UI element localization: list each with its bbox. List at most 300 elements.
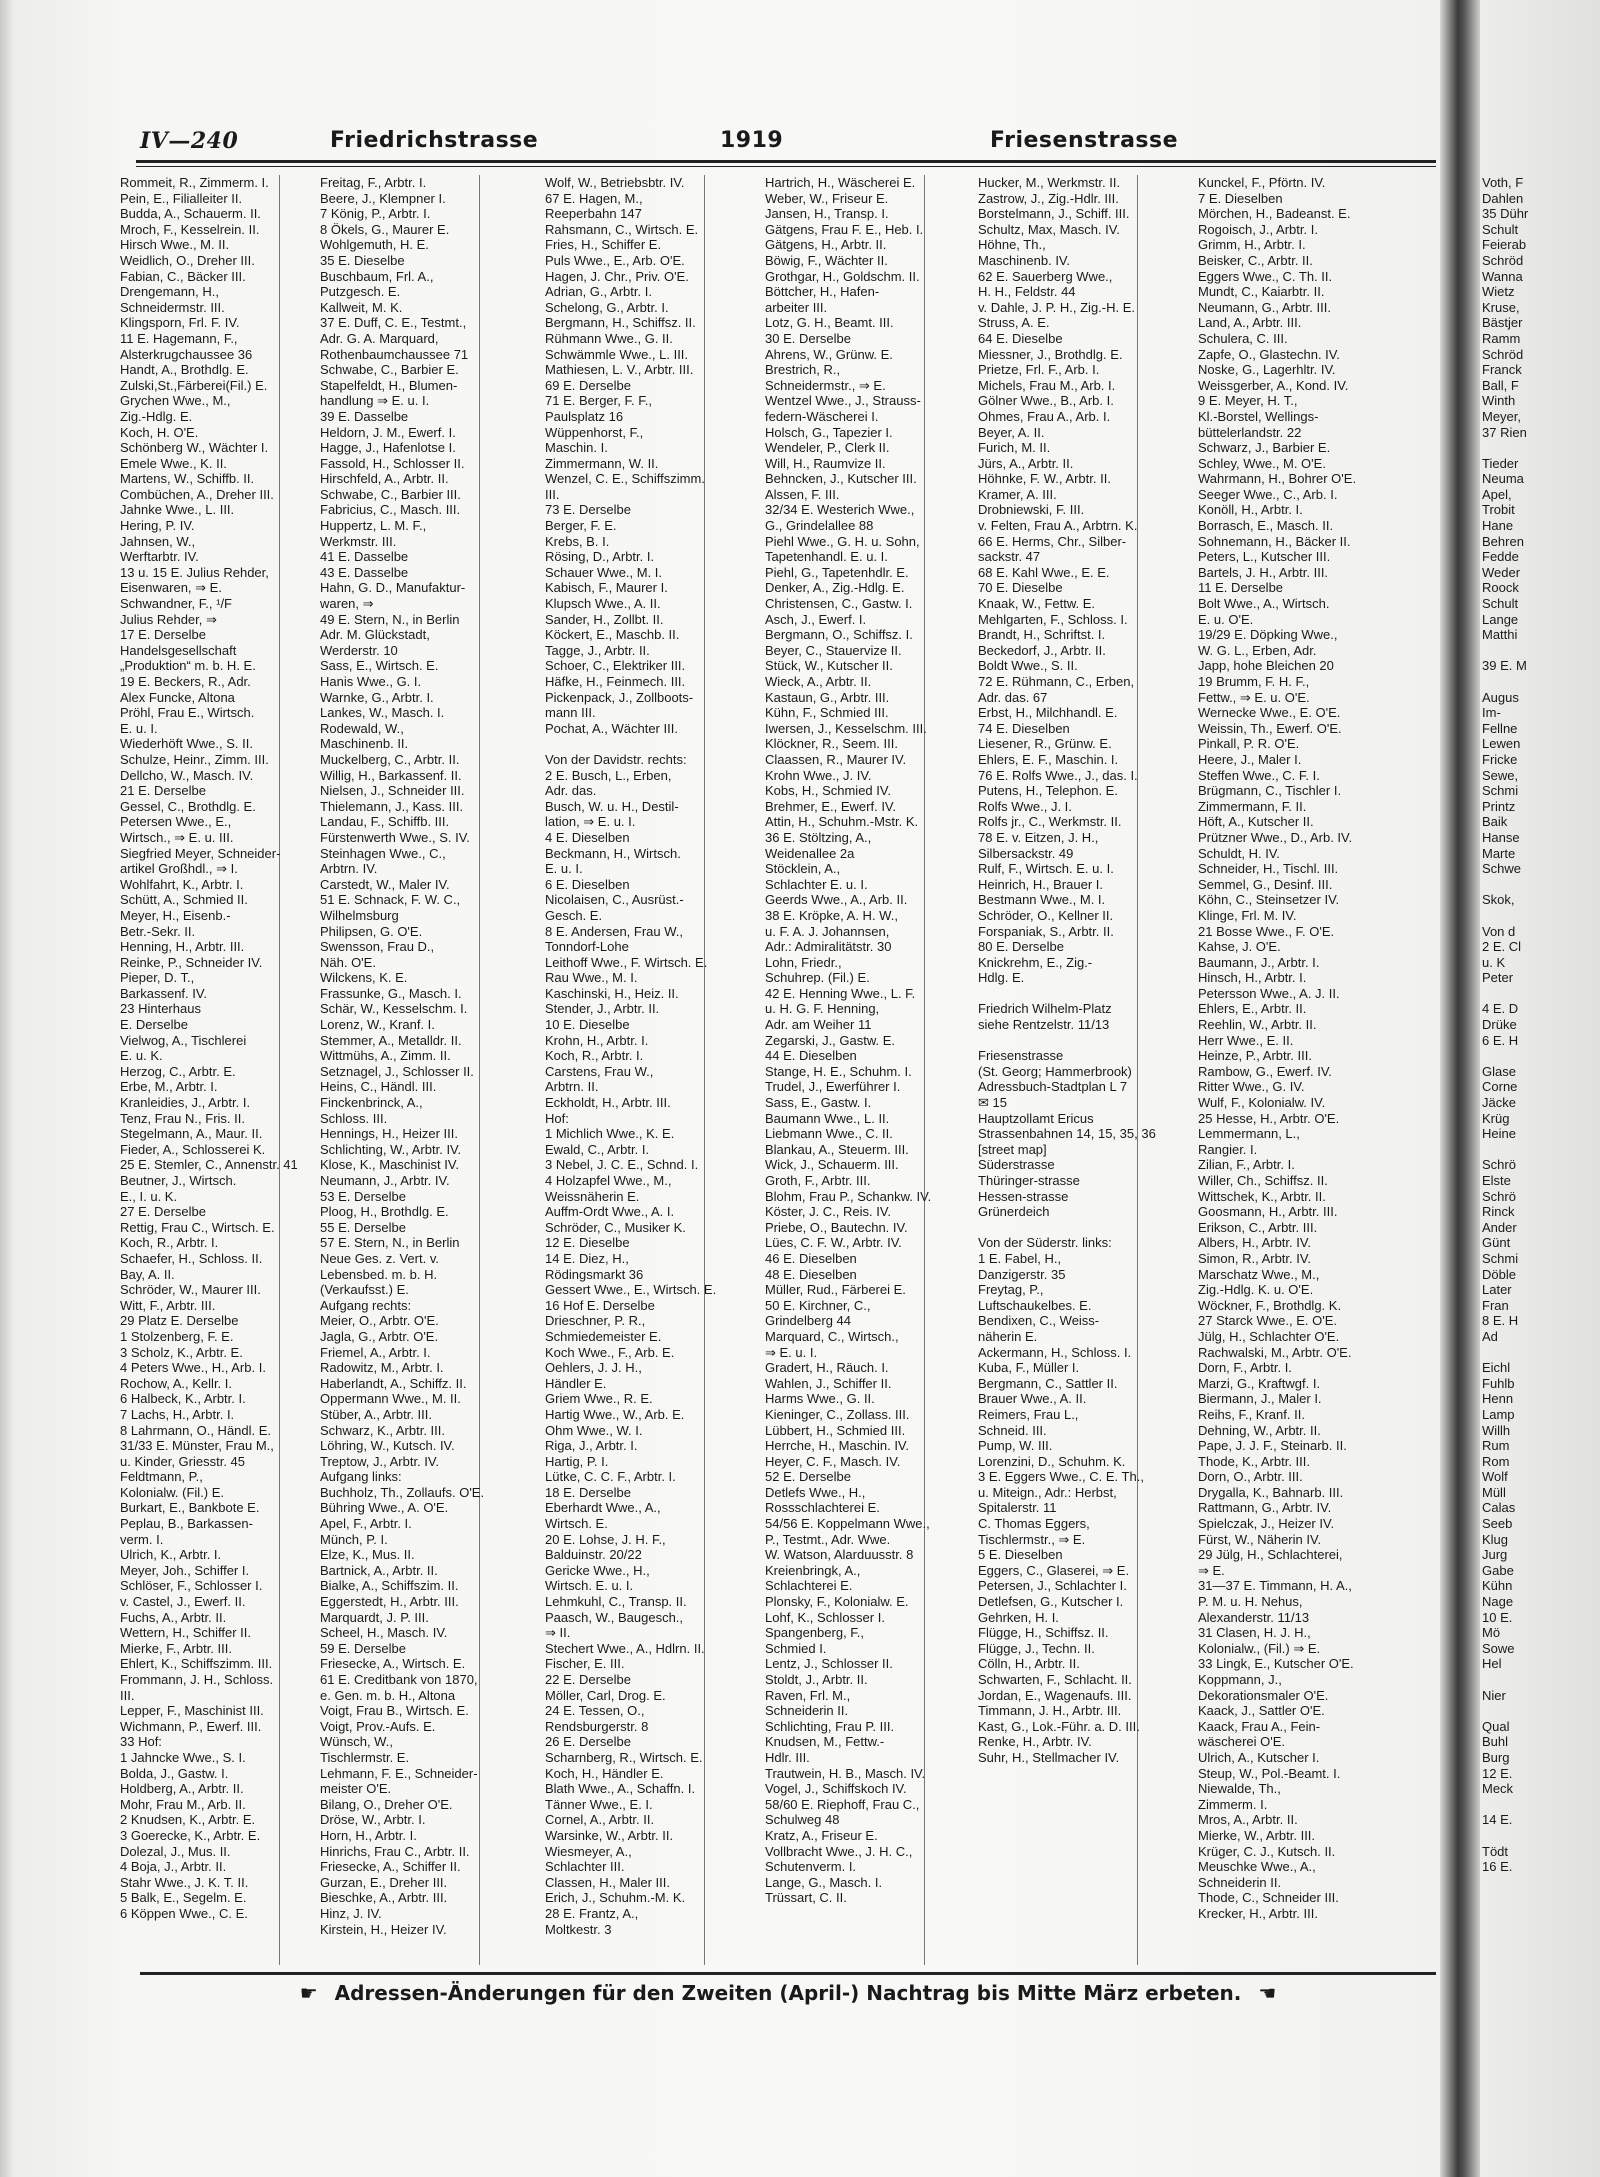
directory-entry: Rahsmann, C., Wirtsch. E. (545, 221, 699, 237)
directory-entry: Hartig Wwe., W., Arb. E. (545, 1406, 685, 1422)
directory-entry: Schneidermstr., ⇒ E. (765, 377, 886, 393)
next-page-entry: Wanna (1482, 268, 1523, 284)
directory-entry: Behncken, J., Kutscher III. (765, 471, 917, 487)
directory-entry: 18 E. Derselbe (545, 1484, 631, 1500)
directory-entry: Budda, A., Schauerm. II. (120, 206, 261, 222)
directory-entry: Handt, A., Brothdlg. E. (120, 362, 249, 378)
directory-entry: Bay, A. II. (120, 1266, 175, 1282)
directory-entry: Betr.-Sekr. II. (120, 923, 196, 939)
directory-entry: Koch, R., Arbtr. I. (545, 1048, 644, 1064)
directory-entry: waren, ⇒ (320, 596, 374, 612)
directory-entry: Heere, J., Maler I. (1198, 751, 1302, 767)
directory-entry: Konöll, H., Arbtr. I. (1198, 502, 1303, 518)
next-page-entry: 4 E. D (1482, 1001, 1519, 1017)
directory-entry: Voigt, Frau B., Wirtsch. E. (320, 1703, 469, 1719)
directory-entry: Koch, H. O'E. (120, 424, 199, 440)
directory-entry: 33 Lingk, E., Kutscher O'E. (1198, 1656, 1354, 1672)
next-page-entry: Döble (1482, 1266, 1516, 1282)
directory-entry: E. u. I. (545, 861, 583, 877)
directory-entry: Nicolaisen, C., Ausrüst.- (545, 892, 684, 908)
directory-entry: Gessert Wwe., E., Wirtsch. E. (545, 1282, 717, 1298)
next-page-entry: Franck (1482, 362, 1522, 378)
directory-entry: Cornel, A., Arbtr. II. (545, 1812, 655, 1828)
directory-entry: Klupsch Wwe., A. II. (545, 596, 661, 612)
directory-entry: Schröder, W., Maurer III. (120, 1282, 261, 1298)
directory-entry: Michels, Frau M., Arb. I. (978, 377, 1116, 393)
directory-entry: Fries, H., Schiffer E. (545, 237, 662, 253)
directory-entry: Klose, K., Maschinist IV. (320, 1157, 459, 1173)
directory-entry: Boldt Wwe., S. II. (978, 658, 1078, 674)
directory-entry: Schwämmle Wwe., L. III. (545, 346, 689, 362)
directory-entry: Meier, O., Arbtr. O'E. (320, 1313, 439, 1329)
next-page-entry: Eichl (1482, 1360, 1511, 1376)
next-page-entry: Fran (1482, 1297, 1509, 1313)
next-page-entry: 10 E. (1482, 1609, 1513, 1625)
directory-entry: Gehrken, H. I. (978, 1609, 1059, 1625)
next-page-entry: 6 E. H (1482, 1032, 1519, 1048)
next-page-entry: Schult (1482, 221, 1519, 237)
directory-entry: Bieschke, A., Arbtr. III. (320, 1890, 448, 1906)
directory-entry: Sohnemann, H., Bäcker II. (1198, 533, 1351, 549)
directory-entry: 67 E. Hagen, M., (545, 190, 643, 206)
directory-entry: Buschbaum, Frl. A., (320, 268, 434, 284)
directory-entry: Eckholdt, H., Arbtr. III. (545, 1095, 671, 1111)
directory-entry: Dellcho, W., Masch. IV. (120, 767, 254, 783)
next-page-entry: Nier (1482, 1687, 1506, 1703)
directory-entry: Fürst, W., Näherin IV. (1198, 1531, 1322, 1547)
directory-entry: Scheel, H., Masch. IV. (320, 1625, 448, 1641)
directory-entry: Herzog, C., Arbtr. E. (120, 1063, 236, 1079)
directory-entry: Alex Funcke, Altona (120, 689, 235, 705)
directory-entry: Ehlert, K., Schiffszimm. III. (120, 1656, 273, 1672)
directory-entry: Strassenbahnen 14, 15, 35, 36 (978, 1126, 1156, 1142)
directory-entry: 5 Balk, E., Segelm. E. (120, 1890, 247, 1906)
directory-entry: 72 E. Rühmann, C., Erben, (978, 674, 1135, 689)
directory-entry: 78 E. v. Eitzen, J. H., (978, 829, 1099, 845)
directory-entry: 74 E. Dieselben (978, 720, 1070, 736)
directory-entry: Iwersen, J., Kesselschm. III. (765, 720, 927, 736)
directory-entry: Erich, J., Schuhm.-M. K. (545, 1890, 686, 1906)
next-page-entry: Qual (1482, 1718, 1510, 1734)
directory-entry: Wilckens, K. E. (320, 970, 408, 986)
directory-entry: Detlefs Wwe., H., (765, 1484, 866, 1500)
directory-entry: Rattmann, G., Arbtr. IV. (1198, 1500, 1332, 1516)
directory-entry: Swensson, Frau D., (320, 939, 435, 955)
directory-entry: Kobs, H., Schmied IV. (765, 783, 891, 799)
directory-column-5 (978, 175, 1156, 1965)
directory-entry: Bestmann Wwe., M. I. (978, 892, 1106, 908)
next-page-entry: Skok, (1482, 892, 1515, 908)
directory-entry: Beyer, A. II. (978, 424, 1045, 440)
directory-entry: Stahr Wwe., J. K. T. II. (120, 1874, 249, 1890)
directory-entry: Knaak, W., Fettw. E. (978, 596, 1096, 612)
directory-entry: Krüger, C. J., Kutsch. II. (1198, 1843, 1336, 1859)
directory-entry: Heinrich, H., Brauer I. (978, 876, 1103, 892)
next-page-entry: Jurg (1482, 1547, 1508, 1563)
directory-entry: Fischer, E. III. (545, 1656, 625, 1672)
directory-entry: 4 Peters Wwe., H., Arb. I. (120, 1360, 266, 1376)
directory-entry: Adr. M. Glückstadt, (320, 627, 430, 643)
directory-entry: Koch, R., Arbtr. I. (120, 1235, 219, 1251)
directory-entry: Herr Wwe., E. II. (1198, 1032, 1294, 1048)
directory-entry: Spangenberg, F., (765, 1625, 865, 1641)
directory-entry: Freytag, P., (978, 1282, 1044, 1298)
directory-entry: Böwig, F., Wächter II. (765, 252, 888, 268)
directory-entry: 11 E. Derselbe (1198, 580, 1284, 596)
directory-entry: Hinsch, H., Arbtr. I. (1198, 970, 1307, 986)
directory-entry: 8 Ökels, G., Maurer E. (320, 221, 450, 237)
directory-entry: Böttcher, H., Hafen- (765, 284, 880, 300)
directory-entry: Zapfe, O., Glastechn. IV. (1198, 346, 1340, 362)
directory-entry: 23 Hinterhaus (120, 1001, 201, 1017)
directory-entry: 30 E. Derselbe (765, 330, 851, 346)
directory-entry: Reehlin, W., Arbtr. II. (1198, 1017, 1317, 1033)
directory-entry: Pröhl, Frau E., Wirtsch. (120, 705, 255, 721)
directory-entry: G., Grindelallee 88 (765, 518, 874, 534)
directory-entry: Ackermann, H., Schloss. I. (978, 1344, 1132, 1360)
directory-entry: Adr. das. (545, 783, 597, 799)
directory-entry: Petersen, J., Schlachter I. (978, 1578, 1127, 1594)
directory-entry: Wieck, A., Arbtr. II. (765, 674, 872, 689)
directory-entry: Weissgerber, A., Kond. IV. (1198, 377, 1349, 393)
next-page-entry (1482, 986, 1600, 1002)
directory-entry: Riga, J., Arbtr. I. (545, 1438, 638, 1454)
next-page-entry: Klug (1482, 1531, 1509, 1547)
directory-entry: 44 E. Dieselben (765, 1048, 857, 1064)
next-page-entry: Schrö (1482, 1157, 1516, 1173)
directory-entry: u. Miteign., Adr.: Herbst, (978, 1484, 1117, 1500)
directory-entry: Putens, H., Telephon. E. (978, 783, 1118, 799)
directory-entry: Schulze, Heinr., Zimm. III. (120, 751, 269, 767)
directory-entry: 43 E. Dasselbe (320, 564, 409, 580)
next-page-entry: Schwe (1482, 861, 1522, 877)
directory-entry: Zilian, F., Arbtr. I. (1198, 1157, 1295, 1173)
directory-entry: 71 E. Berger, F. F., (545, 393, 652, 409)
directory-entry: Beisker, C., Arbtr. II. (1198, 252, 1313, 268)
directory-entry: Gradert, H., Räuch. I. (765, 1360, 889, 1376)
directory-entry: Griem Wwe., R. E. (545, 1391, 653, 1407)
pointing-hand-left-icon: ☚ (1258, 1981, 1277, 2005)
directory-entry: Rachwalski, M., Arbtr. O'E. (1198, 1344, 1352, 1360)
directory-entry: 42 E. Henning Wwe., L. F. (765, 985, 916, 1001)
directory-entry: Marschatz Wwe., M., (1198, 1266, 1320, 1282)
directory-entry: Hanis Wwe., G. I. (320, 674, 422, 689)
directory-entry: Brestrich, R., (765, 362, 841, 378)
directory-entry: Rödingsmarkt 36 (545, 1266, 644, 1282)
directory-entry: Arbtrn. II. (545, 1079, 599, 1095)
directory-entry: Reinke, P., Schneider IV. (120, 954, 263, 970)
directory-entry: Kast, G., Lok.-Führ. a. D. III. (978, 1718, 1140, 1734)
directory-entry: Wöckner, F., Brothdlg. K. (1198, 1297, 1342, 1313)
directory-entry: Schneidermstr. III. (120, 299, 225, 315)
directory-entry: Thielemann, J., Kass. III. (320, 798, 464, 814)
directory-entry: 70 E. Dieselbe (978, 580, 1063, 596)
directory-entry: Mörchen, H., Badeanst. E. (1198, 206, 1351, 222)
directory-entry: Grothgar, H., Goldschm. II. (765, 268, 920, 284)
directory-entry: 3 Goerecke, K., Arbtr. E. (120, 1827, 261, 1843)
directory-entry: Groth, F., Arbtr. III. (765, 1173, 871, 1188)
directory-entry: 1 Stolzenberg, F. E. (120, 1328, 234, 1344)
directory-entry: Schauer Wwe., M. I. (545, 564, 663, 580)
directory-entry: Bergmann, C., Sattler II. (978, 1375, 1118, 1391)
directory-entry: Reihs, F., Kranf. II. (1198, 1406, 1305, 1422)
directory-entry: Heinze, P., Arbtr. III. (1198, 1048, 1312, 1064)
directory-entry: Lütke, C. C. F., Arbtr. I. (545, 1469, 676, 1485)
directory-entry: Köckert, E., Maschb. II. (545, 627, 680, 643)
directory-entry: Gätgens, H., Arbtr. II. (765, 237, 887, 253)
next-page-entry: Schult (1482, 596, 1519, 612)
directory-entry: 11 E. Hagemann, F., (120, 330, 238, 346)
next-page-entry: Calas (1482, 1500, 1516, 1516)
directory-entry: Julius Rehder, ⇒ (120, 611, 217, 627)
next-page-entry: Neuma (1482, 471, 1524, 487)
directory-entry: Hdlr. III. (765, 1749, 810, 1765)
directory-entry: 57 E. Stern, N., in Berlin (320, 1235, 460, 1251)
directory-entry: Reimers, Frau L., (978, 1406, 1079, 1422)
directory-entry: Niewalde, Th., (1198, 1781, 1281, 1797)
directory-entry: „Produktion“ m. b. H. E. (120, 658, 256, 674)
directory-entry: Neue Ges. z. Vert. v. (320, 1250, 439, 1266)
directory-entry: 32/34 E. Westerich Wwe., (765, 502, 915, 518)
directory-entry: Berger, F. E. (545, 518, 617, 534)
directory-entry: u. Kinder, Griesstr. 45 (120, 1453, 246, 1469)
directory-entry: Noske, G., Lagerhltr. IV. (1198, 362, 1336, 378)
directory-entry: Gätgens, Frau F. E., Heb. I. (765, 221, 924, 237)
directory-entry: Spitalerstr. 11 (978, 1500, 1057, 1516)
directory-entry: Knickrehm, E., Zig.- (978, 954, 1093, 970)
directory-entry: Lange, G., Masch. I. (765, 1874, 883, 1890)
directory-entry: Piehl, G., Tapetenhdlr. E. (765, 564, 909, 580)
directory-entry: Neumann, G., Arbtr. III. (1198, 299, 1331, 315)
directory-entry: Warnke, G., Arbtr. I. (320, 689, 434, 705)
directory-entry: Ahrens, W., Grünw. E. (765, 346, 893, 362)
directory-entry: lation, ⇒ E. u. I. (545, 814, 636, 830)
directory-entry: Wulf, F., Kolonialw. IV. (1198, 1095, 1326, 1111)
next-page-entry: Kühn (1482, 1578, 1513, 1594)
directory-entry: Radowitz, M., Arbtr. I. (320, 1360, 444, 1376)
directory-entry: Jagla, G., Arbtr. O'E. (320, 1328, 439, 1344)
directory-entry: 21 Bosse Wwe., F. O'E. (1198, 923, 1335, 939)
directory-entry: 8 E. Andersen, Frau W., (545, 923, 684, 939)
header-rule-thin (136, 166, 1436, 167)
directory-entry: Detlefsen, G., Kutscher I. (978, 1594, 1124, 1610)
next-page-entry: Hanse (1482, 829, 1520, 845)
directory-entry: Meyer, H., Eisenb.- (120, 907, 231, 923)
directory-entry: Friemel, A., Arbtr. I. (320, 1344, 431, 1360)
directory-entry: Schutenverm. I. (765, 1859, 857, 1875)
directory-entry: Neumann, J., Arbtr. IV. (320, 1173, 450, 1188)
directory-entry: Ritter Wwe., G. IV. (1198, 1079, 1305, 1095)
directory-entry: Blohm, Frau P., Schankw. IV. (765, 1188, 932, 1204)
directory-entry: Hauptzollamt Ericus (978, 1110, 1094, 1126)
directory-entry: Pape, J. J. F., Steinarb. II. (1198, 1438, 1347, 1454)
directory-entry: Eggers, C., Glaserei, ⇒ E. (978, 1562, 1130, 1578)
directory-entry: Weissin, Th., Ewerf. O'E. (1198, 720, 1342, 736)
directory-entry: Drobniewski, F. III. (978, 502, 1085, 518)
directory-entry: 19/29 E. Döpking Wwe., (1198, 627, 1338, 643)
directory-entry: Vogel, J., Schiffskoch IV. (765, 1781, 907, 1797)
directory-entry: Schwabe, C., Barbier III. (320, 486, 461, 502)
directory-entry: Schelong, G., Arbtr. I. (545, 299, 669, 315)
directory-entry: Hessen-strasse (978, 1188, 1069, 1204)
directory-entry: Rambow, G., Ewerf. IV. (1198, 1063, 1332, 1079)
directory-entry: Lehmkuhl, C., Transp. II. (545, 1594, 687, 1610)
directory-entry: Lebensbed. m. b. H. (320, 1266, 438, 1282)
page-header (140, 128, 1436, 164)
directory-entry: Biermann, J., Maler I. (1198, 1391, 1322, 1407)
directory-entry: ⇒ E. u. I. (765, 1344, 818, 1360)
next-page-entry: Im- (1482, 705, 1501, 721)
directory-entry: Marzi, G., Kraftwgf. I. (1198, 1375, 1321, 1391)
directory-entry: Friesecke, A., Schiffer II. (320, 1859, 461, 1875)
directory-entry: Schröder, C., Musiker K. (545, 1219, 686, 1235)
directory-entry: E. u. I. (120, 720, 158, 736)
directory-entry: Trudel, J., Ewerführer I. (765, 1079, 901, 1095)
directory-entry: Schönberg W., Wächter I. (120, 440, 269, 456)
next-page-entry: Augus (1482, 689, 1519, 705)
directory-entry: Schwarz, K., Arbtr. III. (320, 1422, 445, 1438)
directory-entry: Beere, J., Klempner I. (320, 190, 446, 206)
directory-entry: Wirtsch. E. u. I. (545, 1578, 634, 1594)
directory-entry: (St. Georg; Hammerbrook) (978, 1063, 1132, 1079)
directory-entry: Wick, J., Schauerm. III. (765, 1157, 899, 1173)
directory-entry: Wenzel, C. E., Schiffszimm. (545, 471, 705, 487)
directory-entry: Steup, W., Pol.-Beamt. I. (1198, 1765, 1341, 1781)
next-page-entry: Peter (1482, 970, 1514, 986)
directory-column-3 (545, 175, 717, 1965)
next-page-entry: 2 E. Cl (1482, 939, 1522, 955)
directory-column-2 (320, 175, 485, 1965)
directory-entry: Bilang, O., Dreher O'E. (320, 1796, 453, 1812)
directory-entry: Münch, P. I. (320, 1531, 388, 1547)
directory-entry: Trüssart, C. II. (765, 1890, 847, 1906)
next-page-entry: Fuhlb (1482, 1375, 1515, 1391)
next-page-entry: Schmi (1482, 783, 1519, 799)
directory-column-1 (120, 175, 298, 1965)
directory-entry: Wolf, W., Betriebsbtr. IV. (545, 175, 685, 190)
directory-entry: Vielwog, A., Tischlerei (120, 1032, 247, 1048)
directory-entry: Lohn, Friedr., (765, 954, 842, 970)
directory-entry: Krebs, B. I. (545, 533, 610, 549)
next-page-entry: Apel, (1482, 486, 1512, 502)
directory-entry: Hartig, P. I. (545, 1453, 609, 1469)
page-edge (0, 0, 14, 2177)
directory-entry: 58/60 E. Riephoff, Frau C., (765, 1796, 920, 1812)
directory-entry: 4 E. Dieselben (545, 829, 630, 845)
directory-entry: Bühring Wwe., A. O'E. (320, 1500, 449, 1516)
directory-entry: Zig.-Hdlg. E. (120, 408, 193, 424)
next-page-entry: Weder (1482, 564, 1521, 580)
directory-entry: Gessel, C., Brothdlg. E. (120, 798, 256, 814)
directory-entry: Schneider, H., Tischl. III. (1198, 861, 1339, 877)
directory-entry: Ehlers, E., Arbtr. II. (1198, 1001, 1307, 1017)
directory-entry: Rulf, F., Wirtsch. E. u. I. (978, 861, 1114, 877)
directory-entry: Adr.: Admiralitätstr. 30 (765, 939, 892, 955)
directory-entry: 4 Boja, J., Arbtr. II. (120, 1859, 227, 1875)
directory-entry: Brandt, H., Schriftst. I. (978, 627, 1106, 643)
directory-entry: Meyer, Joh., Schiffer I. (120, 1562, 250, 1578)
directory-entry: Buchholz, Th., Zollaufs. O'E. (320, 1484, 485, 1500)
directory-entry: 39 E. Dasselbe (320, 408, 409, 424)
directory-entry: ⇒ II. (545, 1625, 571, 1641)
next-page-entry: Jäcke (1482, 1095, 1516, 1111)
directory-entry: Tischlermstr. E. (320, 1749, 410, 1765)
next-page-entry: Rom (1482, 1453, 1510, 1469)
directory-entry: Mierke, W., Arbtr. III. (1198, 1827, 1316, 1843)
directory-entry: 16 Hof E. Derselbe (545, 1297, 655, 1313)
directory-entry: Wiesmeyer, A., (545, 1843, 632, 1859)
directory-entry: 68 E. Kahl Wwe., E. E. (978, 564, 1110, 580)
next-page-column (1482, 175, 1600, 1965)
directory-entry: 17 E. Derselbe (120, 627, 206, 643)
directory-entry: E. u. O'E. (1198, 611, 1254, 627)
directory-entry: Erbst, H., Milchhandl. E. (978, 705, 1118, 721)
directory-entry: Grünerdeich (978, 1204, 1050, 1220)
next-page-entry: Meyer, (1482, 408, 1522, 424)
next-page-entry: Glase (1482, 1063, 1516, 1079)
directory-entry: Jahnsen, W., (120, 533, 196, 549)
directory-entry: Freitag, F., Arbtr. I. (320, 175, 427, 190)
directory-column-6 (1198, 175, 1358, 1965)
directory-entry: Priebe, O., Bautechn. IV. (765, 1219, 908, 1235)
directory-entry: Koch Wwe., F., Arb. E. (545, 1344, 675, 1360)
next-page-entry: Schröd (1482, 252, 1524, 268)
directory-entry: Semmel, G., Desinf. III. (1198, 876, 1333, 892)
directory-entry: Höft, A., Kutscher II. (1198, 814, 1314, 830)
directory-entry: Frommann, J. H., Schloss. (120, 1672, 274, 1687)
next-page-entry: Lange (1482, 611, 1519, 627)
directory-entry: 26 E. Derselbe (545, 1734, 631, 1750)
directory-entry: Raven, Frl. M., (765, 1687, 851, 1703)
directory-entry: Rendsburgerstr. 8 (545, 1718, 649, 1734)
next-page-entry: Tödt (1482, 1843, 1509, 1859)
directory-entry: Geerds Wwe., A., Arb. II. (765, 892, 908, 908)
directory-entry: 25 E. Stemler, C., Annenstr. 41 (120, 1157, 298, 1173)
directory-entry: Pump, W. III. (978, 1438, 1053, 1454)
directory-entry: Tenz, Frau N., Fris. II. (120, 1110, 245, 1126)
directory-entry: Wahrmann, H., Bohrer O'E. (1198, 471, 1357, 487)
next-page-entry: Fedde (1482, 549, 1519, 565)
directory-entry: Oppermann Wwe., M. II. (320, 1391, 461, 1407)
directory-entry: 27 Starck Wwe., E. O'E. (1198, 1313, 1338, 1329)
directory-entry: Kuba, F., Müller I. (978, 1360, 1080, 1376)
header-rule (136, 160, 1436, 163)
directory-entry: Zastrow, J., Zig.-Hdlr. III. (978, 190, 1119, 206)
directory-entry: 29 Platz E. Derselbe (120, 1313, 239, 1329)
directory-entry: Eggerstedt, H., Arbtr. III. (320, 1594, 459, 1610)
directory-entry: Muckelberg, C., Arbtr. II. (320, 751, 460, 767)
directory-entry: Stüber, A., Arbtr. III. (320, 1406, 433, 1422)
directory-entry: Maschin. I. (545, 440, 608, 456)
next-page-entry: Müll (1482, 1484, 1506, 1500)
directory-entry: Wohlgemuth, H. E. (320, 237, 429, 253)
directory-entry: Tänner Wwe., E. I. (545, 1796, 653, 1812)
directory-entry: Friesecke, A., Wirtsch. E. (320, 1656, 466, 1672)
directory-entry: 64 E. Dieselbe (978, 330, 1063, 346)
directory-entry: Fürstenwerth Wwe., S. IV. (320, 829, 470, 845)
directory-entry: Stück, W., Kutscher II. (765, 658, 893, 674)
directory-entry: 8 Lahrmann, O., Händl. E. (120, 1422, 272, 1438)
directory-entry: Müller, Rud., Färberei E. (765, 1282, 906, 1298)
directory-entry: Schloss. III. (320, 1110, 388, 1126)
directory-entry: Wichmann, P., Ewerf. III. (120, 1718, 262, 1734)
directory-entry: Stegelmann, A., Maur. II. (120, 1126, 263, 1142)
next-page-entry: Fellne (1482, 720, 1518, 736)
directory-entry: 10 E. Dieselbe (545, 1017, 630, 1033)
next-page-entry: 16 E. (1482, 1859, 1513, 1875)
directory-entry: Mundt, C., Kaiarbtr. II. (1198, 284, 1325, 300)
directory-entry: Dehning, W., Arbtr. II. (1198, 1422, 1321, 1438)
